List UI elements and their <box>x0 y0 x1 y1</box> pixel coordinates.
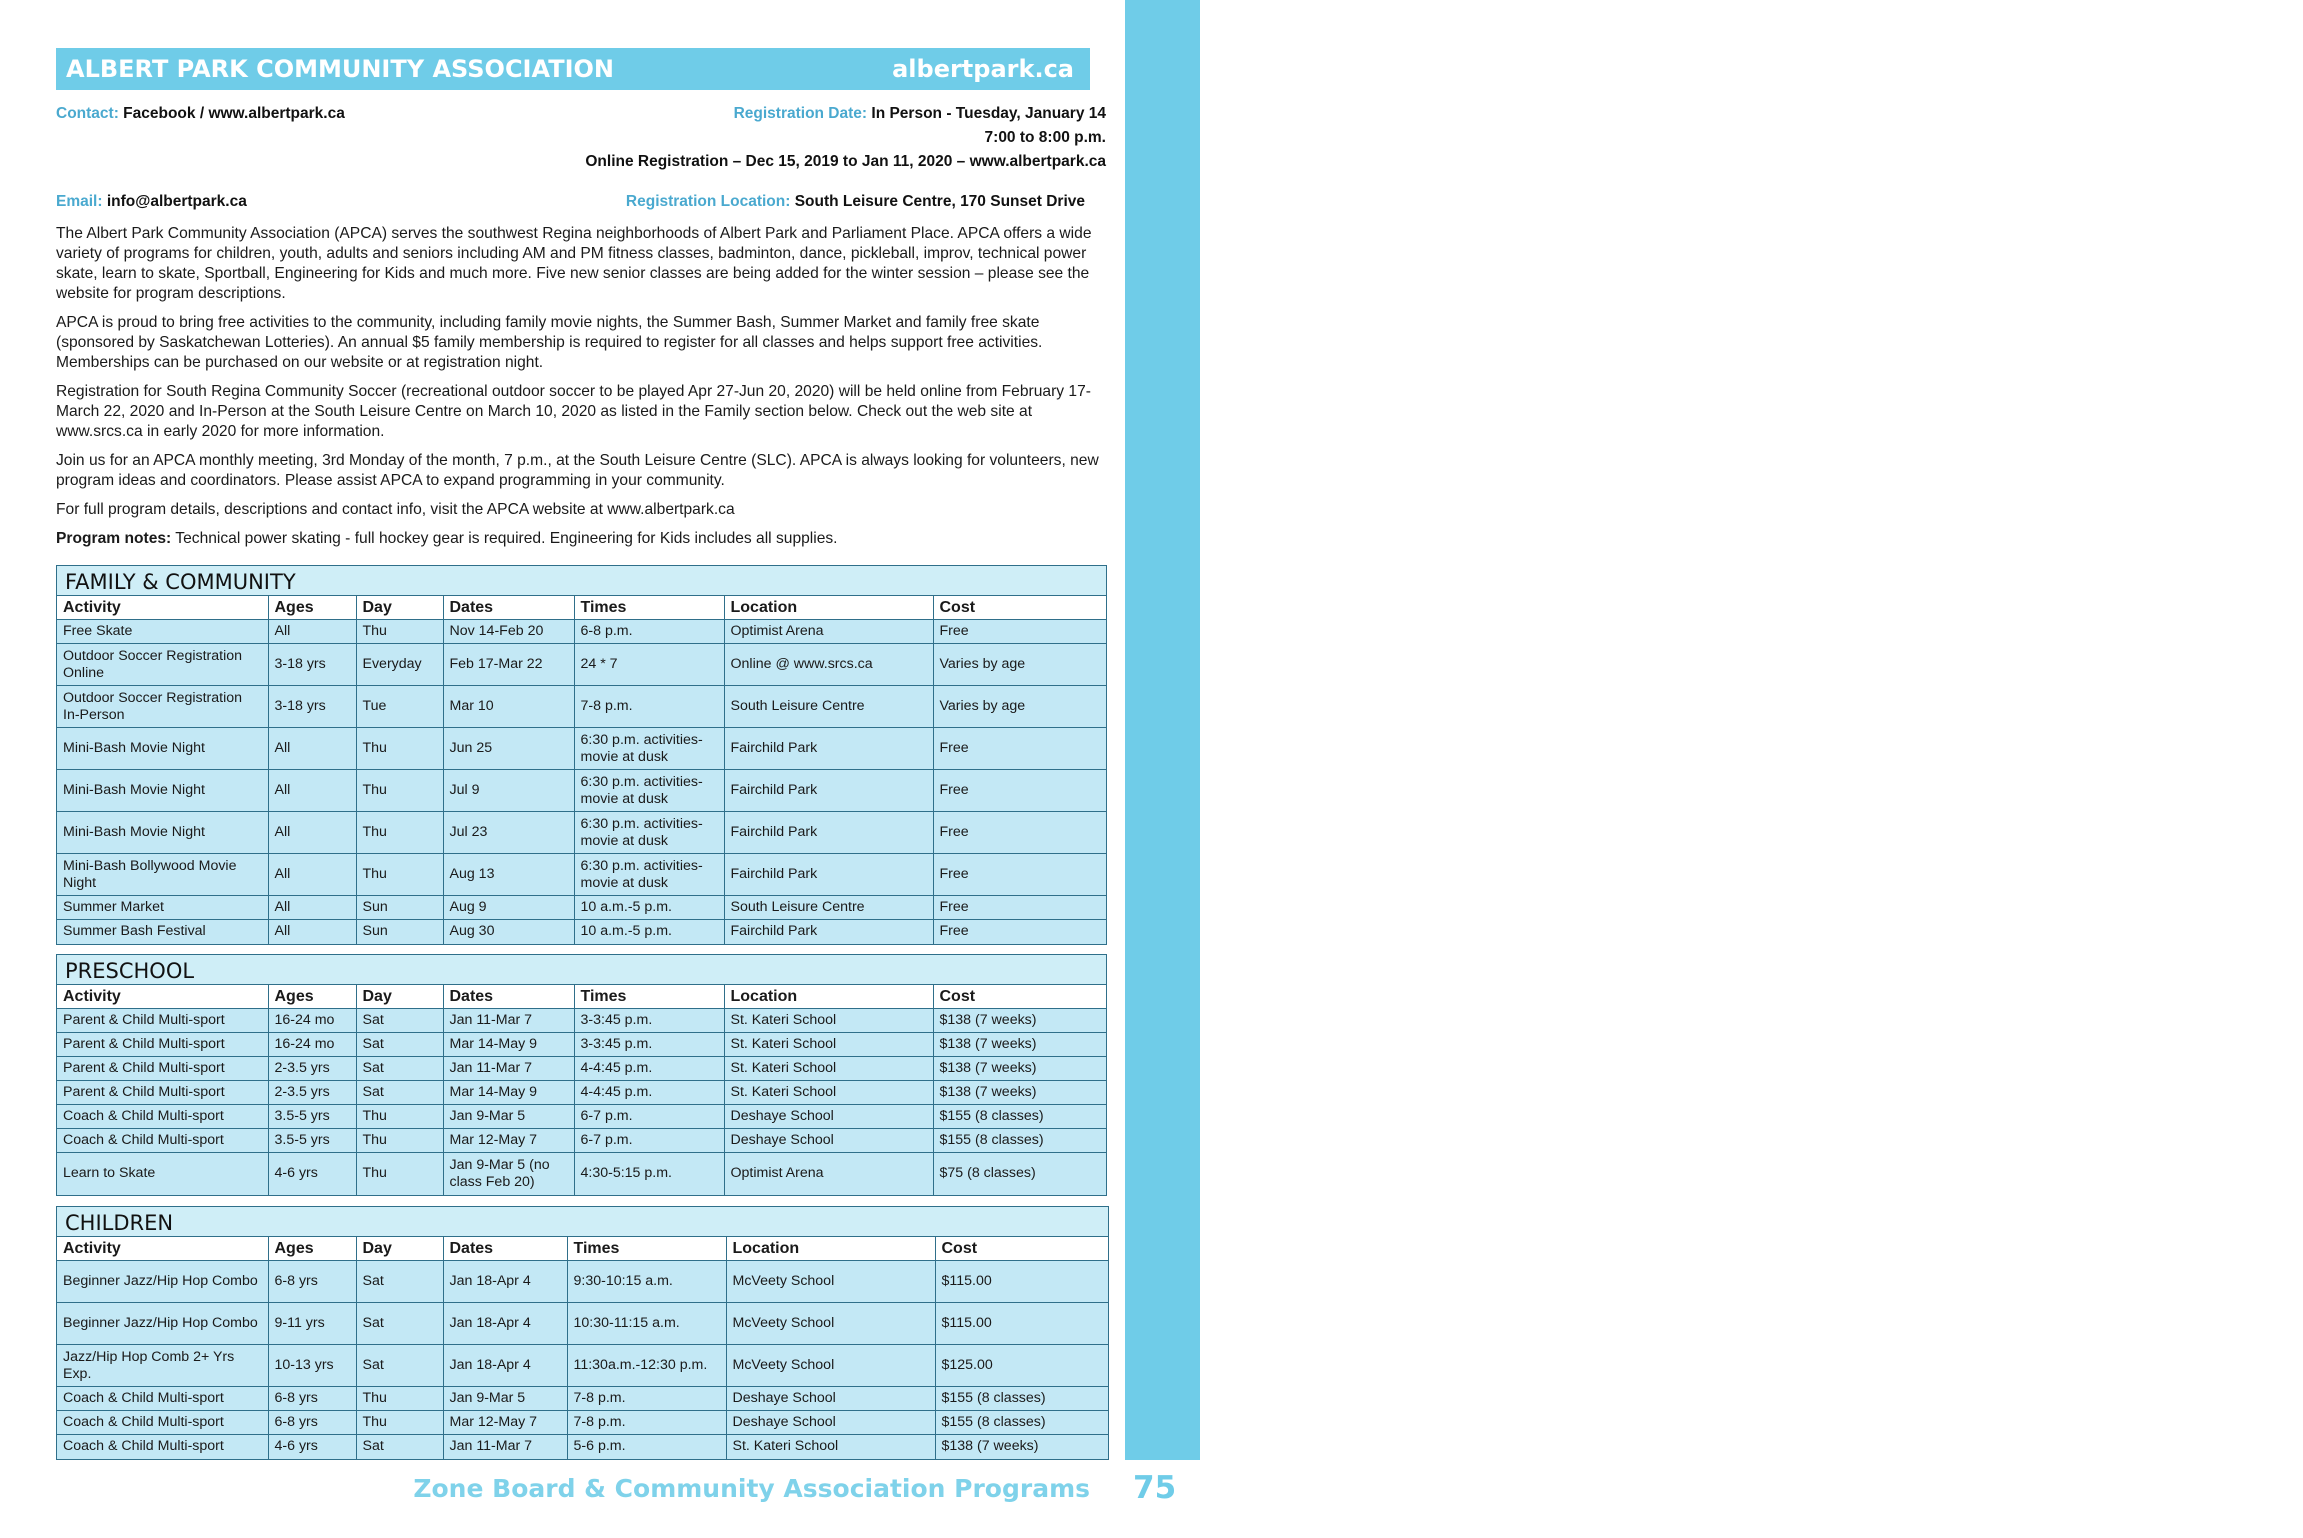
table-cell: 7-8 p.m. <box>567 1411 726 1435</box>
table-row <box>57 1303 1108 1345</box>
email-line <box>56 190 247 214</box>
table-cell: Thu <box>356 728 443 770</box>
table-cell: Mini-Bash Movie Night <box>57 728 268 770</box>
contact-value: Facebook / www.albertpark.ca <box>123 105 345 122</box>
column-header: Times <box>574 596 724 620</box>
table-cell: Parent & Child Multi-sport <box>57 1033 268 1057</box>
column-header: Cost <box>935 1237 1108 1261</box>
family-community-section <box>56 565 1107 945</box>
table-cell: Parent & Child Multi-sport <box>57 1057 268 1081</box>
table-cell: Jul 23 <box>443 812 574 854</box>
table-cell: Thu <box>356 812 443 854</box>
registration-info <box>585 102 1106 174</box>
table-cell: Coach & Child Multi-sport <box>57 1387 268 1411</box>
intro-paragraph: Registration for South Regina Community Soccer (recreational outdoor soccer to be played Apr 27-Jun 20, 2020) will be held online from February 17-March 22, 2020 and In-Person at the South Leisure Centre on March 10, 2020 as listed in the Family section below. Check out the web site at www.srcs.ca in early 2020 for more information. <box>56 383 1091 440</box>
table-cell: McVeety School <box>726 1345 935 1387</box>
table-cell: $155 (8 classes) <box>935 1387 1108 1411</box>
page-number: 75 <box>1133 1470 1177 1506</box>
table-row <box>57 812 1106 854</box>
table-cell: Aug 13 <box>443 854 574 896</box>
table-cell: 3-3:45 p.m. <box>574 1033 724 1057</box>
table-cell: St. Kateri School <box>724 1033 933 1057</box>
table-cell: 3.5-5 yrs <box>268 1105 356 1129</box>
table-cell: 6:30 p.m. activities- movie at dusk <box>574 812 724 854</box>
table-cell: $115.00 <box>935 1261 1108 1303</box>
section-title: CHILDREN <box>57 1207 1108 1237</box>
intro-paragraph: The Albert Park Community Association (APCA) serves the southwest Regina neighborhoods of Albert Park and Parliament Place. APCA offers a wide variety of programs for children, youth, adults and seniors including AM and PM fitness classes, badminton, dance, pickleball, improv, technical power skate, learn to skate, Sportball, Engineering for Kids and much more. Five new senior classes are being added for the winter session – please see the website for program descriptions. <box>56 225 1092 302</box>
table-cell: Parent & Child Multi-sport <box>57 1081 268 1105</box>
table-cell: 3-18 yrs <box>268 644 356 686</box>
table-cell: All <box>268 920 356 944</box>
table-cell: Outdoor Soccer Registration Online <box>57 644 268 686</box>
table-cell: Jan 9-Mar 5 <box>443 1387 567 1411</box>
table-cell: Fairchild Park <box>724 920 933 944</box>
side-banner-text: ZONE BOARD & COMMUNITY ASSOCIATION PROGRAMS <box>2267 28 2303 992</box>
table-row <box>57 1105 1106 1129</box>
table-cell: 9-11 yrs <box>268 1303 356 1345</box>
table-cell: Everyday <box>356 644 443 686</box>
table-cell: 10-13 yrs <box>268 1345 356 1387</box>
table-cell: $138 (7 weeks) <box>933 1081 1106 1105</box>
side-band <box>1125 0 2303 1460</box>
table-cell: Mini-Bash Bollywood Movie Night <box>57 854 268 896</box>
table-cell: Sun <box>356 920 443 944</box>
table-cell: St. Kateri School <box>724 1081 933 1105</box>
registration-date-label: Registration Date: <box>733 105 868 122</box>
table-cell: Sat <box>356 1261 443 1303</box>
table-cell: 16-24 mo <box>268 1009 356 1033</box>
table-cell: $155 (8 classes) <box>933 1105 1106 1129</box>
table-row <box>57 1153 1106 1195</box>
table-cell: Free <box>933 896 1106 920</box>
registration-date-value: In Person - Tuesday, January 14 <box>871 105 1106 122</box>
program-notes <box>56 529 1106 549</box>
table-cell: Coach & Child Multi-sport <box>57 1411 268 1435</box>
program-notes-text: Technical power skating - full hockey gear is required. Engineering for Kids includes all supplies. <box>171 530 838 547</box>
table-cell: Jan 9-Mar 5 <box>443 1105 574 1129</box>
table-cell: Learn to Skate <box>57 1153 268 1195</box>
table-cell: Jan 11-Mar 7 <box>443 1057 574 1081</box>
header-bar <box>56 48 1090 90</box>
table-cell: Deshaye School <box>724 1105 933 1129</box>
table-cell: Summer Bash Festival <box>57 920 268 944</box>
column-header: Location <box>726 1237 935 1261</box>
table-cell: 4-6 yrs <box>268 1435 356 1459</box>
intro-paragraph: APCA is proud to bring free activities to the community, including family movie nights, the Summer Bash, Summer Market and family free skate (sponsored by Saskatchewan Lotteries). An annual $5 family membership is required to register for all classes and helps support free activities. Memberships can be purchased on our website or at registration night. <box>56 314 1043 371</box>
table-cell: Sat <box>356 1081 443 1105</box>
table-row <box>57 1081 1106 1105</box>
table-cell: 10 a.m.-5 p.m. <box>574 920 724 944</box>
table-cell: Thu <box>356 1153 443 1195</box>
registration-date-line <box>585 102 1106 126</box>
email-label: Email: <box>56 193 103 210</box>
table-cell: McVeety School <box>726 1261 935 1303</box>
table-cell: Mar 14-May 9 <box>443 1081 574 1105</box>
table-cell: Fairchild Park <box>724 854 933 896</box>
column-header: Day <box>356 1237 443 1261</box>
table-row <box>57 854 1106 896</box>
footer-title: Zone Board & Community Association Programs <box>413 1474 1090 1503</box>
table-cell: All <box>268 854 356 896</box>
table-cell: All <box>268 728 356 770</box>
table-cell: 2-3.5 yrs <box>268 1081 356 1105</box>
table-cell: $138 (7 weeks) <box>935 1435 1108 1459</box>
table-cell: Coach & Child Multi-sport <box>57 1105 268 1129</box>
table-row <box>57 896 1106 920</box>
preschool-table <box>57 985 1106 1195</box>
table-cell: St. Kateri School <box>726 1435 935 1459</box>
table-cell: All <box>268 812 356 854</box>
table-cell: $138 (7 weeks) <box>933 1009 1106 1033</box>
column-header: Activity <box>57 985 268 1009</box>
table-cell: Free <box>933 620 1106 644</box>
table-cell: Online @ www.srcs.ca <box>724 644 933 686</box>
table-row <box>57 686 1106 728</box>
section-title: FAMILY & COMMUNITY <box>57 566 1106 596</box>
column-header: Cost <box>933 596 1106 620</box>
table-row <box>57 1261 1108 1303</box>
table-cell: Jun 25 <box>443 728 574 770</box>
header-url: albertpark.ca <box>892 55 1074 83</box>
table-cell: Fairchild Park <box>724 812 933 854</box>
table-cell: Free Skate <box>57 620 268 644</box>
column-header: Cost <box>933 985 1106 1009</box>
table-cell: Jan 18-Apr 4 <box>443 1303 567 1345</box>
table-cell: Coach & Child Multi-sport <box>57 1129 268 1153</box>
table-cell: Sat <box>356 1435 443 1459</box>
table-row <box>57 1345 1108 1387</box>
family-community-table <box>57 596 1106 944</box>
table-cell: Nov 14-Feb 20 <box>443 620 574 644</box>
table-cell: St. Kateri School <box>724 1057 933 1081</box>
table-row <box>57 1057 1106 1081</box>
column-header: Activity <box>57 596 268 620</box>
table-cell: 6-8 yrs <box>268 1261 356 1303</box>
table-cell: Aug 30 <box>443 920 574 944</box>
intro-paragraph: For full program details, descriptions and contact info, visit the APCA website at www.albertpark.ca <box>56 501 735 518</box>
table-row <box>57 1009 1106 1033</box>
table-cell: 6-7 p.m. <box>574 1105 724 1129</box>
table-cell: 3.5-5 yrs <box>268 1129 356 1153</box>
column-header: Times <box>574 985 724 1009</box>
table-cell: Jan 9-Mar 5 (no class Feb 20) <box>443 1153 574 1195</box>
table-cell: $138 (7 weeks) <box>933 1057 1106 1081</box>
column-header: Ages <box>268 985 356 1009</box>
table-cell: $75 (8 classes) <box>933 1153 1106 1195</box>
registration-location-line <box>626 190 1085 214</box>
table-cell: 16-24 mo <box>268 1033 356 1057</box>
contact-label: Contact: <box>56 105 119 122</box>
table-row <box>57 1435 1108 1459</box>
column-header: Ages <box>268 596 356 620</box>
table-cell: Jan 18-Apr 4 <box>443 1345 567 1387</box>
table-cell: 7-8 p.m. <box>574 686 724 728</box>
table-cell: 4-4:45 p.m. <box>574 1081 724 1105</box>
table-cell: All <box>268 770 356 812</box>
column-header: Day <box>356 985 443 1009</box>
table-cell: 11:30a.m.-12:30 p.m. <box>567 1345 726 1387</box>
table-row <box>57 728 1106 770</box>
table-cell: Mini-Bash Movie Night <box>57 770 268 812</box>
email-value: info@albertpark.ca <box>106 193 247 210</box>
intro-text <box>56 224 1106 558</box>
table-cell: Mini-Bash Movie Night <box>57 812 268 854</box>
table-cell: Free <box>933 770 1106 812</box>
table-cell: 6:30 p.m. activities- movie at dusk <box>574 770 724 812</box>
table-cell: 4-6 yrs <box>268 1153 356 1195</box>
table-cell: Mar 10 <box>443 686 574 728</box>
table-cell: Tue <box>356 686 443 728</box>
column-header: Dates <box>443 1237 567 1261</box>
table-cell: Summer Market <box>57 896 268 920</box>
table-cell: Sun <box>356 896 443 920</box>
table-row <box>57 1387 1108 1411</box>
table-cell: Thu <box>356 1129 443 1153</box>
table-cell: Jan 18-Apr 4 <box>443 1261 567 1303</box>
table-cell: Free <box>933 854 1106 896</box>
table-cell: McVeety School <box>726 1303 935 1345</box>
table-cell: 6-8 yrs <box>268 1387 356 1411</box>
table-cell: Sat <box>356 1057 443 1081</box>
table-row <box>57 620 1106 644</box>
table-cell: 3-3:45 p.m. <box>574 1009 724 1033</box>
table-cell: Jan 11-Mar 7 <box>443 1009 574 1033</box>
table-cell: 6:30 p.m. activities- movie at dusk <box>574 854 724 896</box>
table-cell: Free <box>933 812 1106 854</box>
children-table <box>57 1237 1108 1459</box>
table-cell: Coach & Child Multi-sport <box>57 1435 268 1459</box>
program-notes-label: Program notes: <box>56 530 172 547</box>
table-cell: 9:30-10:15 a.m. <box>567 1261 726 1303</box>
table-cell: $155 (8 classes) <box>935 1411 1108 1435</box>
registration-time: 7:00 to 8:00 p.m. <box>984 129 1106 146</box>
table-row <box>57 920 1106 944</box>
intro-paragraph: Join us for an APCA monthly meeting, 3rd Monday of the month, 7 p.m., at the South Leisure Centre (SLC). APCA is always looking for volunteers, new program ideas and coordinators. Please assist APCA to expand programming in your community. <box>56 452 1099 489</box>
table-row <box>57 1129 1106 1153</box>
registration-location-value: South Leisure Centre, 170 Sunset Drive <box>794 193 1085 210</box>
table-cell: $155 (8 classes) <box>933 1129 1106 1153</box>
table-cell: All <box>268 620 356 644</box>
table-row <box>57 770 1106 812</box>
table-cell: Aug 9 <box>443 896 574 920</box>
table-cell: 10:30-11:15 a.m. <box>567 1303 726 1345</box>
table-cell: Thu <box>356 770 443 812</box>
table-cell: Thu <box>356 1105 443 1129</box>
table-cell: 6:30 p.m. activities- movie at dusk <box>574 728 724 770</box>
table-cell: St. Kateri School <box>724 1009 933 1033</box>
registration-location-label: Registration Location: <box>625 193 791 210</box>
online-registration: Online Registration – Dec 15, 2019 to Jan 11, 2020 – www.albertpark.ca <box>585 153 1106 170</box>
table-row <box>57 644 1106 686</box>
table-cell: 5-6 p.m. <box>567 1435 726 1459</box>
table-cell: 3-18 yrs <box>268 686 356 728</box>
preschool-section <box>56 954 1107 1196</box>
table-cell: 6-8 p.m. <box>574 620 724 644</box>
table-cell: Thu <box>356 854 443 896</box>
table-cell: Optimist Arena <box>724 1153 933 1195</box>
table-cell: 4:30-5:15 p.m. <box>574 1153 724 1195</box>
column-header: Location <box>724 985 933 1009</box>
table-row <box>57 1033 1106 1057</box>
table-row <box>57 1411 1108 1435</box>
table-cell: Deshaye School <box>726 1387 935 1411</box>
table-cell: Feb 17-Mar 22 <box>443 644 574 686</box>
table-cell: 4-4:45 p.m. <box>574 1057 724 1081</box>
table-cell: Sat <box>356 1009 443 1033</box>
header-title: ALBERT PARK COMMUNITY ASSOCIATION <box>66 55 614 83</box>
column-header: Location <box>724 596 933 620</box>
table-cell: Deshaye School <box>724 1129 933 1153</box>
table-cell: 2-3.5 yrs <box>268 1057 356 1081</box>
contact-line <box>56 102 345 126</box>
table-cell: Jan 11-Mar 7 <box>443 1435 567 1459</box>
table-cell: Optimist Arena <box>724 620 933 644</box>
table-cell: South Leisure Centre <box>724 686 933 728</box>
table-cell: 6-8 yrs <box>268 1411 356 1435</box>
table-cell: Varies by age <box>933 644 1106 686</box>
column-header: Dates <box>443 985 574 1009</box>
table-cell: Mar 12-May 7 <box>443 1411 567 1435</box>
table-cell: Fairchild Park <box>724 770 933 812</box>
table-cell: Jul 9 <box>443 770 574 812</box>
table-cell: All <box>268 896 356 920</box>
table-cell: Beginner Jazz/Hip Hop Combo <box>57 1261 268 1303</box>
table-cell: $115.00 <box>935 1303 1108 1345</box>
table-cell: 24 * 7 <box>574 644 724 686</box>
table-cell: Free <box>933 728 1106 770</box>
column-header: Activity <box>57 1237 268 1261</box>
table-cell: Mar 12-May 7 <box>443 1129 574 1153</box>
table-cell: Thu <box>356 620 443 644</box>
children-section <box>56 1206 1109 1460</box>
table-cell: Sat <box>356 1033 443 1057</box>
table-cell: 10 a.m.-5 p.m. <box>574 896 724 920</box>
table-cell: Free <box>933 920 1106 944</box>
table-cell: Varies by age <box>933 686 1106 728</box>
table-cell: Outdoor Soccer Registration In-Person <box>57 686 268 728</box>
table-cell: 6-7 p.m. <box>574 1129 724 1153</box>
table-cell: Thu <box>356 1411 443 1435</box>
column-header: Ages <box>268 1237 356 1261</box>
table-cell: Sat <box>356 1345 443 1387</box>
table-cell: Jazz/Hip Hop Comb 2+ Yrs Exp. <box>57 1345 268 1387</box>
table-cell: Fairchild Park <box>724 728 933 770</box>
table-cell: Parent & Child Multi-sport <box>57 1009 268 1033</box>
column-header: Dates <box>443 596 574 620</box>
table-cell: 7-8 p.m. <box>567 1387 726 1411</box>
section-title: PRESCHOOL <box>57 955 1106 985</box>
table-cell: Mar 14-May 9 <box>443 1033 574 1057</box>
table-cell: South Leisure Centre <box>724 896 933 920</box>
column-header: Times <box>567 1237 726 1261</box>
table-cell: $125.00 <box>935 1345 1108 1387</box>
table-cell: Thu <box>356 1387 443 1411</box>
table-cell: Sat <box>356 1303 443 1345</box>
table-cell: Beginner Jazz/Hip Hop Combo <box>57 1303 268 1345</box>
table-cell: Deshaye School <box>726 1411 935 1435</box>
table-cell: $138 (7 weeks) <box>933 1033 1106 1057</box>
column-header: Day <box>356 596 443 620</box>
